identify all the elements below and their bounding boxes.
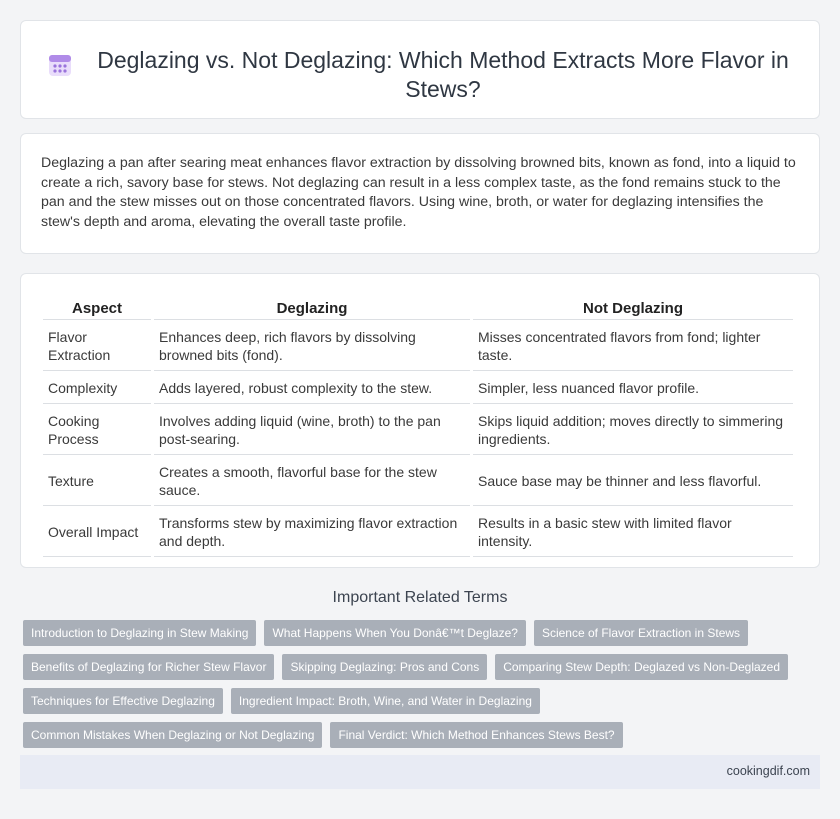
related-terms-title: Important Related Terms [332, 589, 508, 606]
header-aspect: Aspect [43, 296, 151, 320]
not-deglazing-cell: Skips liquid addition; moves directly to simmering ingredients. [473, 406, 793, 455]
aspect-cell: Cooking Process [43, 406, 151, 455]
related-term-tag[interactable]: What Happens When You Donâ€™t Deglaze? [264, 620, 526, 646]
site-link[interactable]: cookingdif.com [726, 764, 810, 778]
title-wrap [21, 21, 819, 104]
related-term-tag[interactable]: Skipping Deglazing: Pros and Cons [282, 654, 487, 680]
tag-row [23, 688, 823, 714]
calendar-icon [47, 52, 73, 78]
header-deglazing: Deglazing [154, 296, 470, 320]
related-term-tag[interactable]: Ingredient Impact: Broth, Wine, and Water in Deglazing [231, 688, 540, 714]
page-title: Deglazing vs. Not Deglazing: Which Method Extracts More Flavor in Stews? [97, 47, 789, 102]
not-deglazing-cell: Results in a basic stew with limited flavor intensity. [473, 508, 793, 557]
tag-row [23, 654, 823, 680]
aspect-cell: Texture [43, 457, 151, 506]
intro-card [20, 133, 820, 254]
not-deglazing-cell: Simpler, less nuanced flavor profile. [473, 373, 793, 404]
header-card [20, 20, 820, 119]
tag-row [23, 722, 823, 748]
deglazing-cell: Creates a smooth, flavorful base for the stew sauce. [154, 457, 470, 506]
comparison-table [40, 294, 796, 559]
table-row [43, 322, 793, 371]
comparison-card [20, 273, 820, 568]
aspect-cell: Overall Impact [43, 508, 151, 557]
related-term-tag[interactable]: Common Mistakes When Deglazing or Not Deglazing [23, 722, 322, 748]
related-term-tag[interactable]: Introduction to Deglazing in Stew Making [23, 620, 256, 646]
related-term-tag[interactable]: Final Verdict: Which Method Enhances Stews Best? [330, 722, 622, 748]
table-header-row [43, 296, 793, 320]
deglazing-cell: Transforms stew by maximizing flavor extraction and depth. [154, 508, 470, 557]
deglazing-cell: Enhances deep, rich flavors by dissolving browned bits (fond). [154, 322, 470, 371]
tag-row [23, 620, 823, 646]
header-not-deglazing: Not Deglazing [473, 296, 793, 320]
aspect-cell: Flavor Extraction [43, 322, 151, 371]
related-terms-tags [23, 620, 823, 756]
related-term-tag[interactable]: Comparing Stew Depth: Deglazed vs Non-Deglazed [495, 654, 788, 680]
table-row [43, 373, 793, 404]
table-row [43, 457, 793, 506]
related-term-tag[interactable]: Techniques for Effective Deglazing [23, 688, 223, 714]
footer [20, 755, 820, 789]
related-term-tag[interactable]: Benefits of Deglazing for Richer Stew Flavor [23, 654, 274, 680]
related-term-tag[interactable]: Science of Flavor Extraction in Stews [534, 620, 748, 646]
aspect-cell: Complexity [43, 373, 151, 404]
deglazing-cell: Adds layered, robust complexity to the stew. [154, 373, 470, 404]
not-deglazing-cell: Misses concentrated flavors from fond; lighter taste. [473, 322, 793, 371]
intro-text: Deglazing a pan after searing meat enhances flavor extraction by dissolving browned bits, known as fond, into a liquid to create a rich, savory base for stews. Not deglazing can result in a less complex taste, as the fond remains stuck to the pan and the stew misses out on those concentrated flavors. Using wine, broth, or water for deglazing intensifies the stew's depth and aroma, elevating the overall taste profile. [41, 155, 796, 230]
not-deglazing-cell: Sauce base may be thinner and less flavorful. [473, 457, 793, 506]
table-row [43, 406, 793, 455]
table-row [43, 508, 793, 557]
deglazing-cell: Involves adding liquid (wine, broth) to the pan post-searing. [154, 406, 470, 455]
